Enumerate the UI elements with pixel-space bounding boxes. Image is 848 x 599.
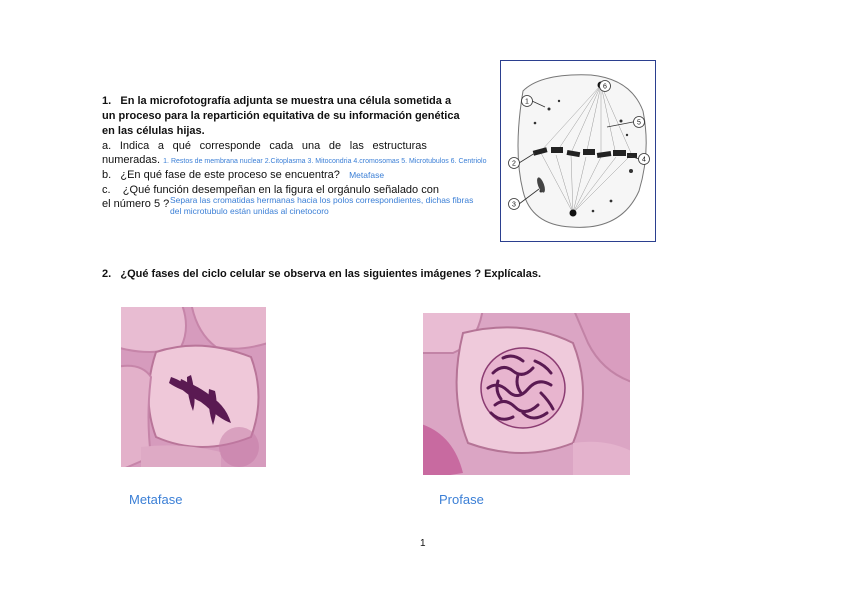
- metaphase-micrograph: [121, 307, 266, 467]
- diagram-label: 1: [525, 98, 529, 106]
- prophase-micrograph-drawing: [423, 313, 630, 475]
- question-2-text: [102, 268, 541, 280]
- diagram-label: 3: [512, 201, 516, 209]
- part-c-question: ¿Qué función desempeñan en la figura el orgánulo señalado con: [122, 184, 439, 196]
- part-a-letter: a.: [102, 140, 112, 152]
- cell-diagram-drawing: [501, 61, 655, 241]
- part-c-answer-line-1: Separa las cromatidas hermanas hacia los polos correspondientes, dichas fibras: [170, 195, 474, 205]
- part-a-continuation-line: [102, 153, 486, 169]
- part-a-word: de: [328, 140, 342, 152]
- caption-prophase: Profase: [439, 492, 484, 507]
- part-a-words: [102, 139, 427, 153]
- part-a-answer: 1. Restos de membrana nuclear 2.Citoplasma 3. Mitocondria 4.cromosomas 5. Microtubulos 6. Centriolo: [163, 158, 487, 165]
- question-2-number: 2.: [102, 268, 112, 280]
- part-a-continuation: numeradas.: [102, 154, 161, 166]
- part-a-word: estructuras: [372, 140, 427, 152]
- part-a-line: [102, 139, 427, 153]
- centriole-bottom: [570, 210, 577, 217]
- part-a-word: cada: [269, 140, 294, 152]
- part-a-word: a: [157, 140, 164, 152]
- part-b-letter: b.: [102, 169, 112, 181]
- part-a-word: Indica: [119, 140, 150, 152]
- part-a-word: las: [349, 140, 364, 152]
- diagram-label: 5: [637, 119, 641, 127]
- question-1-text: [102, 94, 462, 139]
- part-a-word: una: [301, 140, 321, 152]
- cell-diagram: [500, 60, 656, 242]
- part-b-question: ¿En qué fase de este proceso se encuentra?: [120, 169, 340, 181]
- question-1-number: 1.: [102, 95, 112, 107]
- caption-metaphase: Metafase: [129, 492, 183, 507]
- part-a-word: qué: [172, 140, 191, 152]
- part-b-answer: Metafase: [349, 170, 385, 180]
- part-a-word: corresponde: [199, 140, 261, 152]
- prophase-micrograph: [423, 313, 630, 475]
- diagram-label: 2: [512, 160, 516, 168]
- part-c-letter: c.: [102, 184, 111, 196]
- part-c-answer-line-2: del microtubulo están unidas al cinetocoro: [170, 206, 329, 216]
- metaphase-micrograph-drawing: [121, 307, 266, 467]
- part-c-continuation-line: [102, 197, 169, 211]
- diagram-label: 6: [603, 83, 607, 91]
- part-c-continuation: el número 5 ?: [102, 198, 170, 210]
- question-1-statement: En la microfotografía adjunta se muestra una célula sometida a un proceso para la repartición equitativa de su información genética en las células hijas.: [102, 95, 460, 137]
- part-b-line: [102, 168, 384, 182]
- page-number: 1: [420, 538, 426, 549]
- question-2-statement: ¿Qué fases del ciclo celular se observa en las siguientes imágenes ? Explícalas.: [120, 268, 541, 280]
- diagram-label: 4: [642, 156, 646, 164]
